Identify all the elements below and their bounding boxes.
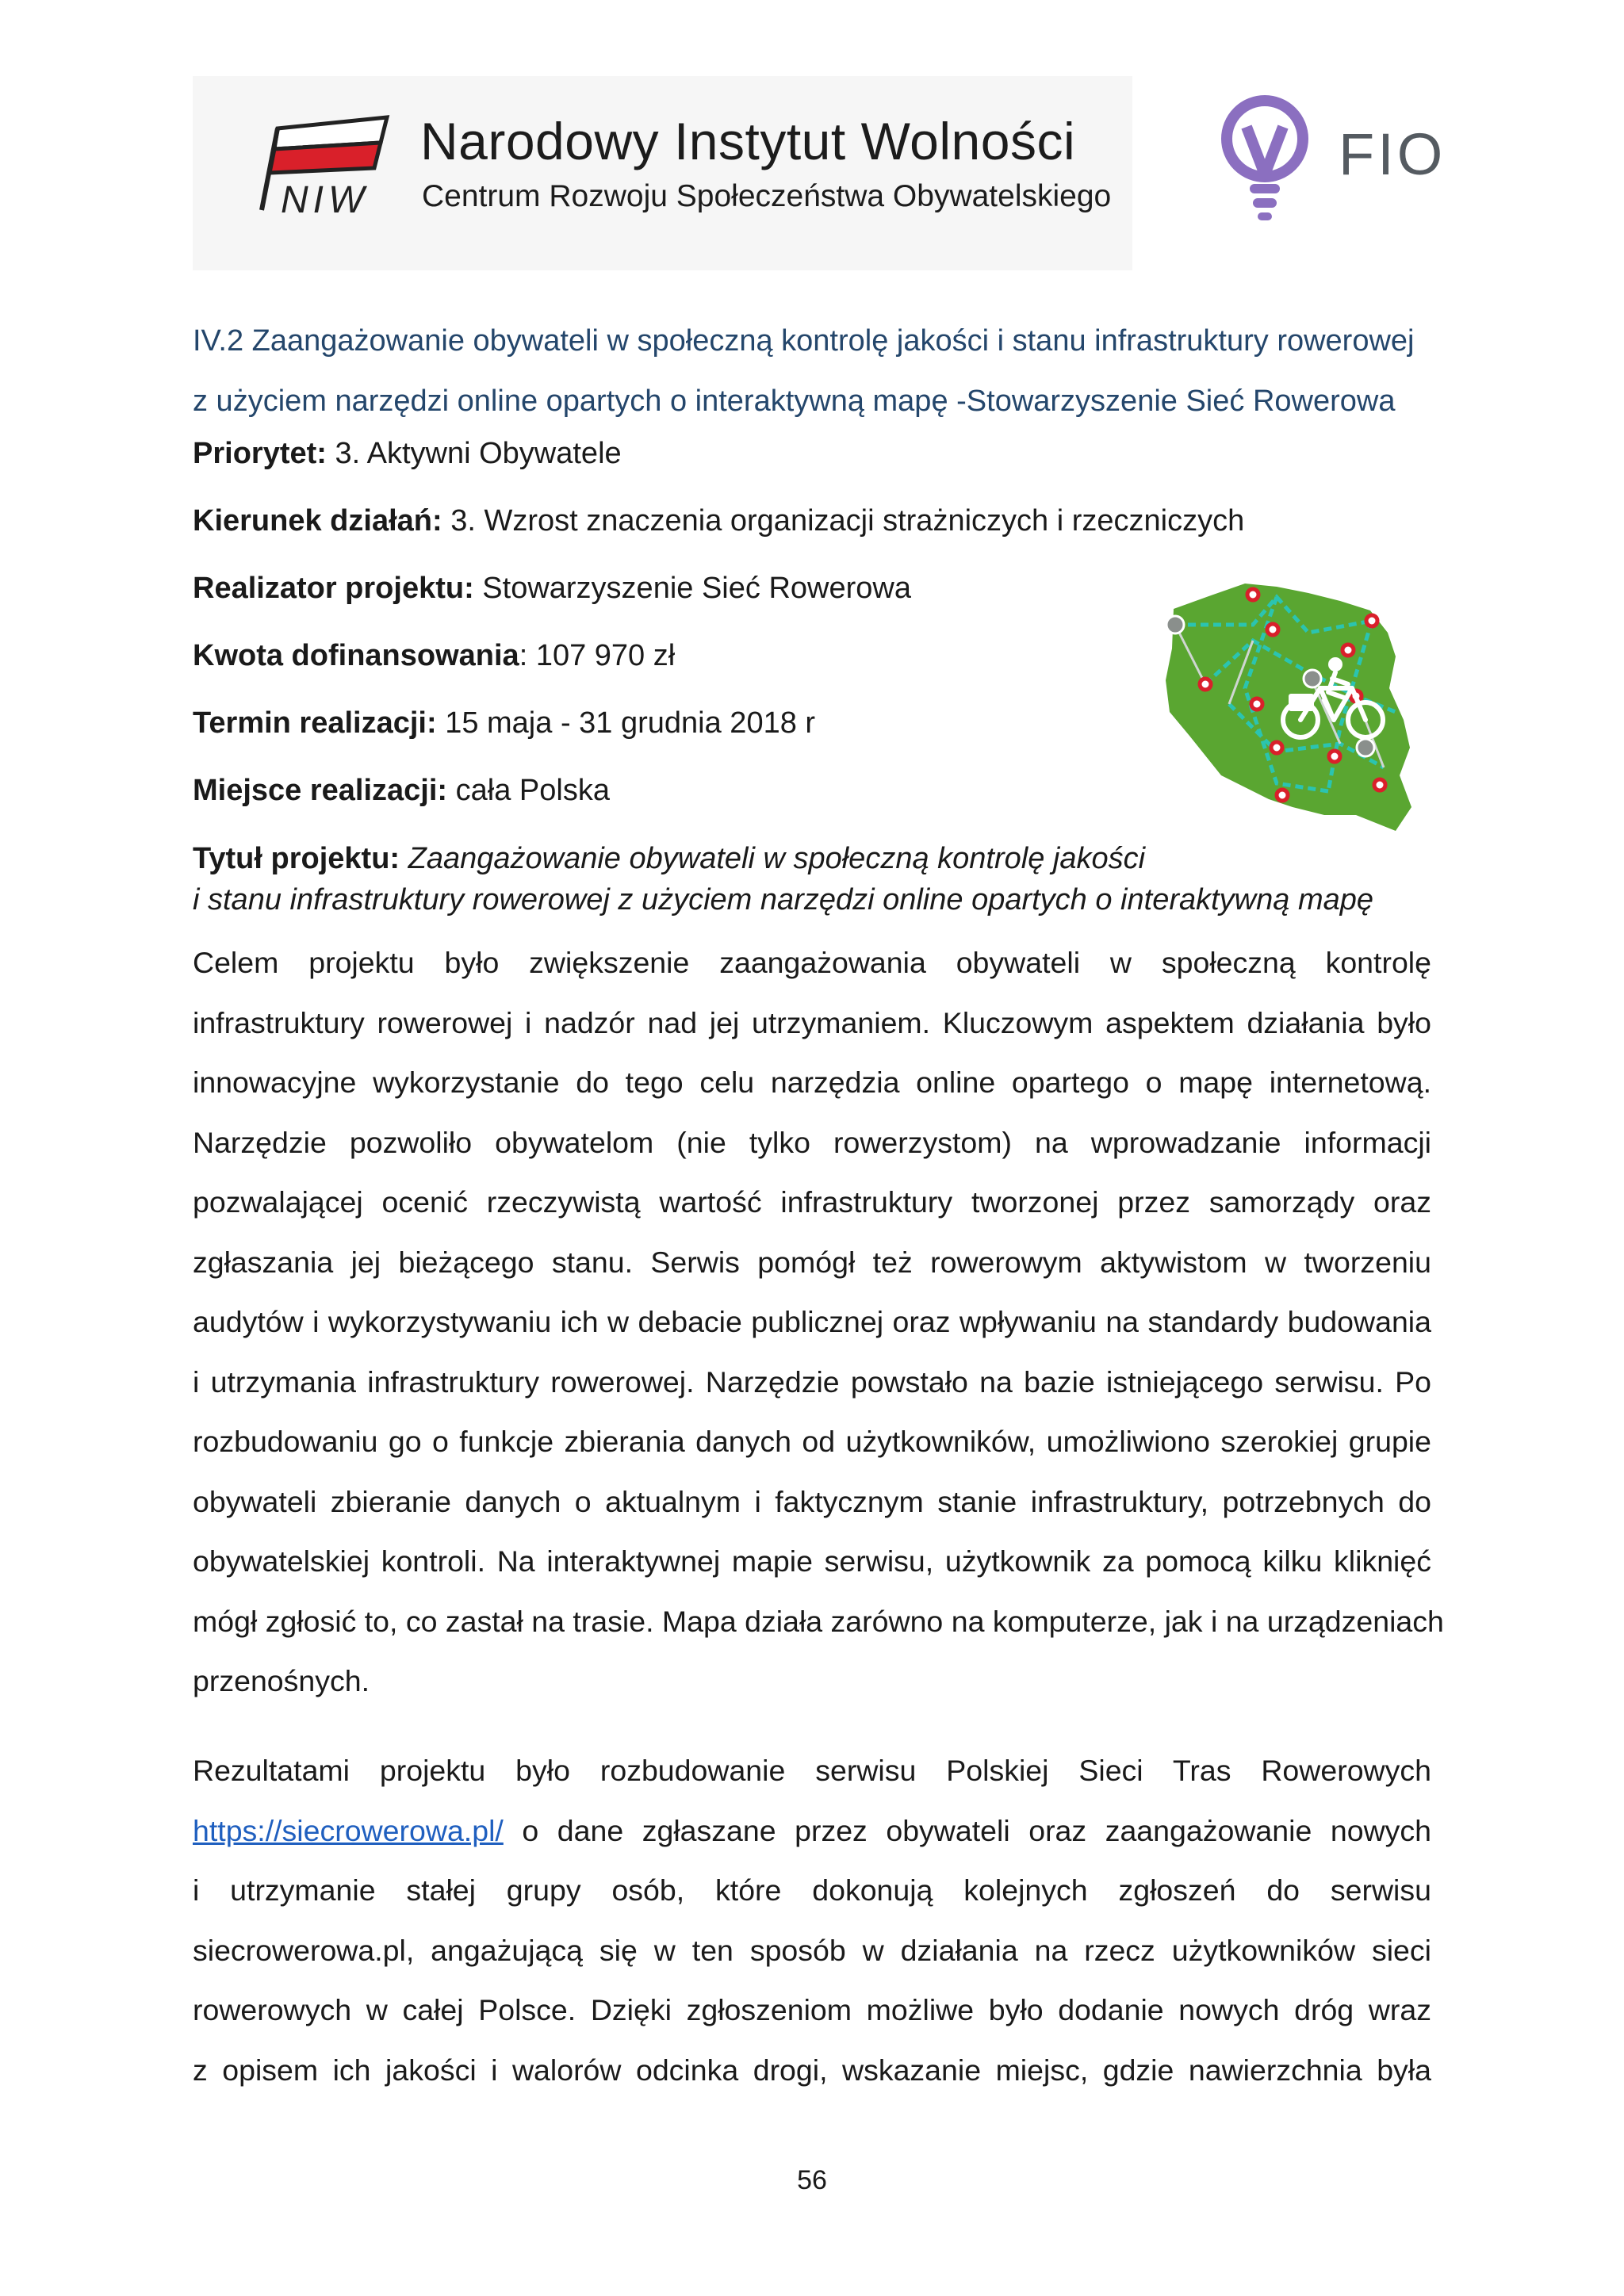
paragraph-2-line: Rezultatami projektu było rozbudowanie serwisu Polskiej Sieci Tras Rowerowych	[193, 1754, 1431, 1787]
paragraph-1-line: obywatelskiej kontroli. Na interaktywnej mapie serwisu, użytkownik za pomocą kilku kliknięć	[193, 1544, 1431, 1578]
page-number: 56	[797, 2165, 827, 2195]
project-title	[193, 838, 1461, 920]
paragraph-1-line: rozbudowaniu go o funkcje zbierania danych od użytkowników, umożliwiono szerokiej grupie	[193, 1425, 1431, 1458]
niw-logo-text: NIW	[281, 179, 370, 221]
paragraph-1-line: pozwalającej ocenić rzeczywistą wartość infrastruktury tworzonej przez samorządy oraz	[193, 1185, 1431, 1219]
priority-value: 3. Aktywni Obywatele	[326, 437, 622, 470]
poland-bike-network-map	[1158, 577, 1427, 836]
paragraph-1-line: zgłaszania jej bieżącego stanu. Serwis pomógł też rowerowym aktywistom w tworzeniu	[193, 1245, 1431, 1279]
institute-name: Narodowy Instytut Wolności	[420, 112, 1076, 170]
project-title-label: Tytuł projektu:	[193, 842, 400, 875]
institute-subtitle: Centrum Rozwoju Społeczeństwa Obywatelskiego	[422, 179, 1112, 213]
project-title-line-2: i stanu infrastruktury rowerowej z użyciem narzędzi online opartych o interaktywną mapę	[193, 883, 1373, 916]
paragraph-1	[193, 933, 1444, 1712]
fio-label: FIO	[1339, 121, 1446, 187]
direction-value: 3. Wzrost znaczenia organizacji strażniczych i rzeczniczych	[442, 504, 1245, 538]
niw-flag-logo	[254, 111, 393, 222]
implementer-row	[193, 569, 1303, 607]
paragraph-1-line: infrastruktury rowerowej i nadzór nad jej utrzymaniem. Kluczowym aspektem działania było	[193, 1005, 1431, 1039]
section-heading-line-2: z użyciem narzędzi online opartych o interaktywną mapę -Stowarzyszenie Sieć Rowerowa	[193, 385, 1396, 418]
paragraph-2-line-rest: o dane zgłaszane przez obywateli oraz zaangażowanie nowych	[503, 1813, 1431, 1847]
project-title-line-1: Zaangażowanie obywateli w społeczną kontrolę jakości	[400, 842, 1146, 875]
direction-row	[193, 502, 1303, 540]
paragraph-1-line: i utrzymania infrastruktury rowerowej. Narzędzie powstało na bazie istniejącego serwisu. Po	[193, 1364, 1431, 1399]
paragraph-1-line: Narzędzie pozwoliło obywatelom (nie tylko rowerzystom) na wprowadzanie informacji	[193, 1125, 1431, 1159]
implementer-value: Stowarzyszenie Sieć Rowerowa	[473, 572, 911, 605]
priority-row	[193, 434, 1303, 473]
paragraph-1-line: innowacyjne wykorzystanie do tego celu narzędzia online opartego o mapę internetową.	[193, 1066, 1431, 1099]
siecrowerowa-link[interactable]: https://siecrowerowa.pl/	[193, 1813, 504, 1847]
place-row	[193, 771, 1303, 809]
term-row	[193, 704, 1303, 742]
paragraph-2-line: i utrzymanie stałej grupy osób, które dokonują kolejnych zgłoszeń do serwisu	[193, 1873, 1431, 1907]
paragraph-1-line: Celem projektu było zwiększenie zaangażowania obywateli w społeczną kontrolę	[193, 946, 1431, 979]
section-heading	[193, 311, 1430, 431]
paragraph-2-line: z opisem ich jakości i walorów odcinka drogi, wskazanie miejsc, gdzie nawierzchnia była	[193, 2053, 1431, 2087]
direction-label: Kierunek działań:	[193, 504, 442, 538]
paragraph-2	[193, 1741, 1431, 2100]
place-value: cała Polska	[447, 774, 610, 807]
section-heading-line-1: IV.2 Zaangażowanie obywateli w społeczną kontrolę jakości i stanu infrastruktury rowerowej	[193, 324, 1415, 358]
paragraph-2-line: rowerowych w całej Polsce. Dzięki zgłoszeniom możliwe było dodanie nowych dróg wraz	[193, 1993, 1431, 2026]
amount-value: : 107 970 zł	[519, 639, 676, 672]
paragraph-1-line: przenośnych.	[193, 1664, 370, 1697]
priority-label: Priorytet:	[193, 437, 327, 470]
amount-label: Kwota dofinansowania	[193, 639, 519, 672]
implementer-label: Realizator projektu:	[193, 572, 474, 605]
amount-row	[193, 637, 1303, 675]
fio-lightbulb-icon	[1221, 95, 1308, 226]
term-value: 15 maja - 31 grudnia 2018 r	[436, 706, 816, 740]
paragraph-1-line: mógł zgłosić to, co zastał na trasie. Mapa działa zarówno na komputerze, jak i na urządzeniach	[193, 1604, 1444, 1638]
paragraph-1-line: obywateli zbieranie danych o aktualnym i faktycznym stanie infrastruktury, potrzebnych do	[193, 1484, 1431, 1518]
paragraph-1-line: audytów i wykorzystywaniu ich w debacie publicznej oraz wpływaniu na standardy budowania	[193, 1305, 1431, 1338]
place-label: Miejsce realizacji:	[193, 774, 448, 807]
paragraph-2-line: siecrowerowa.pl, angażującą się w ten sposób w działania na rzecz użytkowników sieci	[193, 1933, 1431, 1967]
term-label: Termin realizacji:	[193, 706, 437, 740]
paragraph-2-line-with-link	[193, 1801, 1431, 1862]
